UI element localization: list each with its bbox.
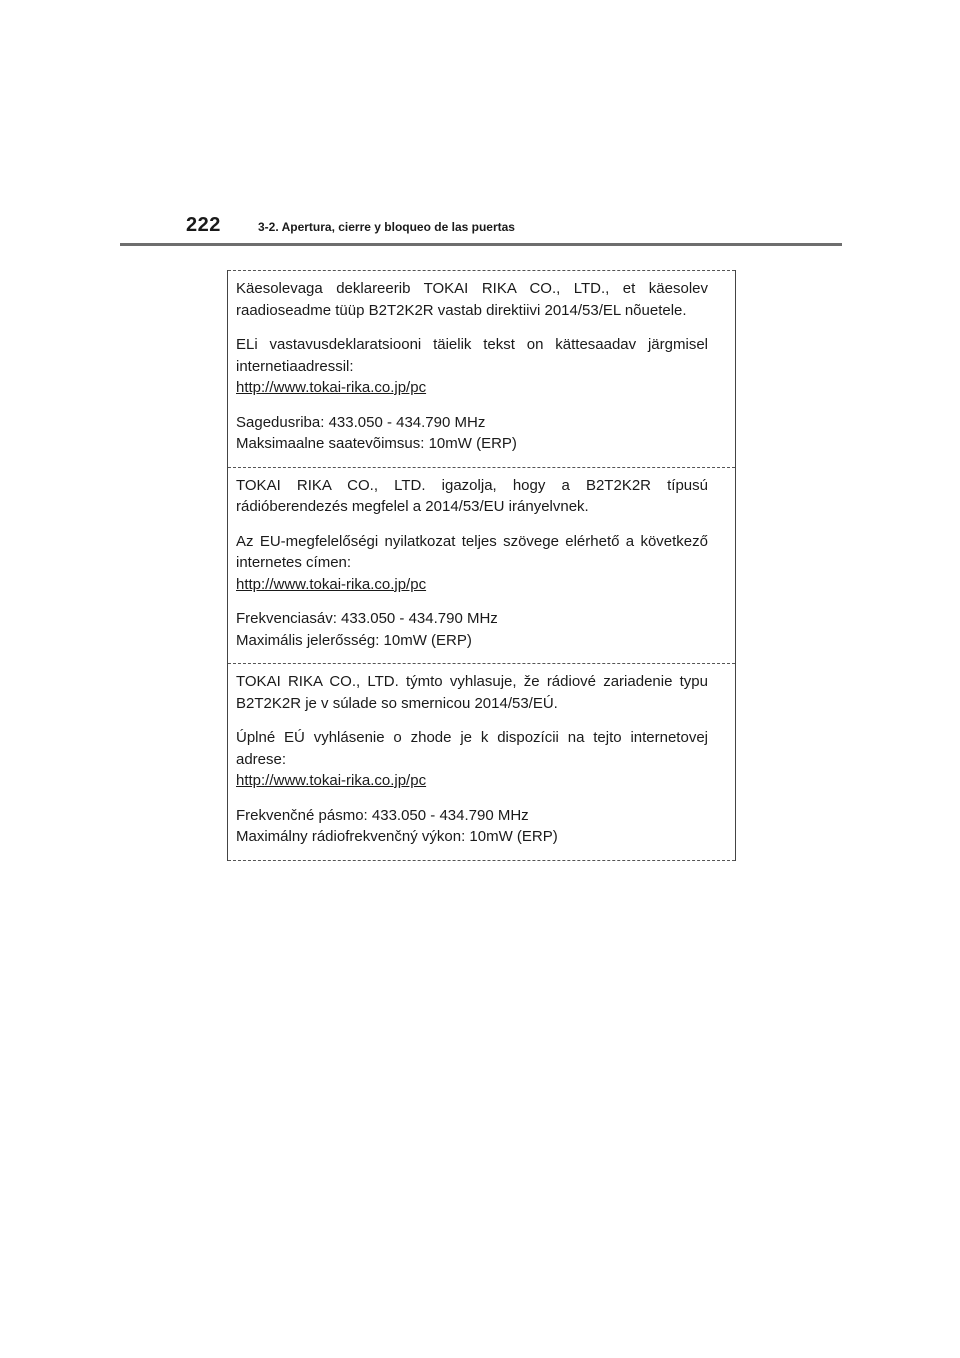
full-text-note: ELi vastavusdeklaratsiooni täielik tekst on kättesaadav järgmisel internetiaadressil: (236, 336, 708, 375)
declaration-block-estonian (228, 270, 735, 467)
frequency-text: Frekvenciasáv: 433.050 - 434.790 MHz (236, 610, 498, 627)
declaration-url-link[interactable]: http://www.tokai-rika.co.jp/pc (236, 379, 427, 396)
power-text: Maximális jelerősség: 10mW (ERP) (236, 631, 472, 649)
declaration-block-slovak (228, 663, 735, 861)
section-title: 3-2. Apertura, cierre y bloqueo de las puertas (258, 220, 515, 234)
declarations-box (227, 270, 736, 861)
declaration-url-link[interactable]: http://www.tokai-rika.co.jp/pc (236, 772, 427, 789)
page-number: 222 (186, 214, 221, 236)
declaration-text: TOKAI RIKA CO., LTD. týmto vyhlasuje, že rádiové zariadenie typu B2T2K2R je v súlade so smernicou 2014/53/EÚ. (236, 673, 708, 712)
power-text: Maximálny rádiofrekvenčný výkon: 10mW (ERP) (236, 828, 558, 845)
declaration-text: TOKAI RIKA CO., LTD. igazolja, hogy a B2T2K2R típusú rádióberendezés megfelel a 2014/53/EU irányelvnek. (236, 476, 708, 515)
declaration-text: Käesolevaga deklareerib TOKAI RIKA CO., LTD., et käesolev raadioseadme tüüp B2T2K2R vastab direktiivi 2014/53/EL nõuetele. (236, 280, 708, 319)
full-text-note: Az EU-megfelelőségi nyilatkozat teljes szövege elérhető a következő internetes címen: (236, 532, 708, 571)
full-text-note: Úplné EÚ vyhlásenie o zhode je k dispozícii na tejto internetovej adrese: (236, 729, 708, 768)
power-text: Maksimaalne saatevõimsus: 10mW (ERP) (236, 435, 517, 452)
declaration-url-link[interactable]: http://www.tokai-rika.co.jp/pc (236, 575, 427, 593)
declaration-block-hungarian (228, 467, 735, 664)
header-rule (120, 243, 842, 246)
frequency-text: Sagedusriba: 433.050 - 434.790 MHz (236, 413, 486, 431)
frequency-text: Frekvenčné pásmo: 433.050 - 434.790 MHz (236, 806, 529, 824)
